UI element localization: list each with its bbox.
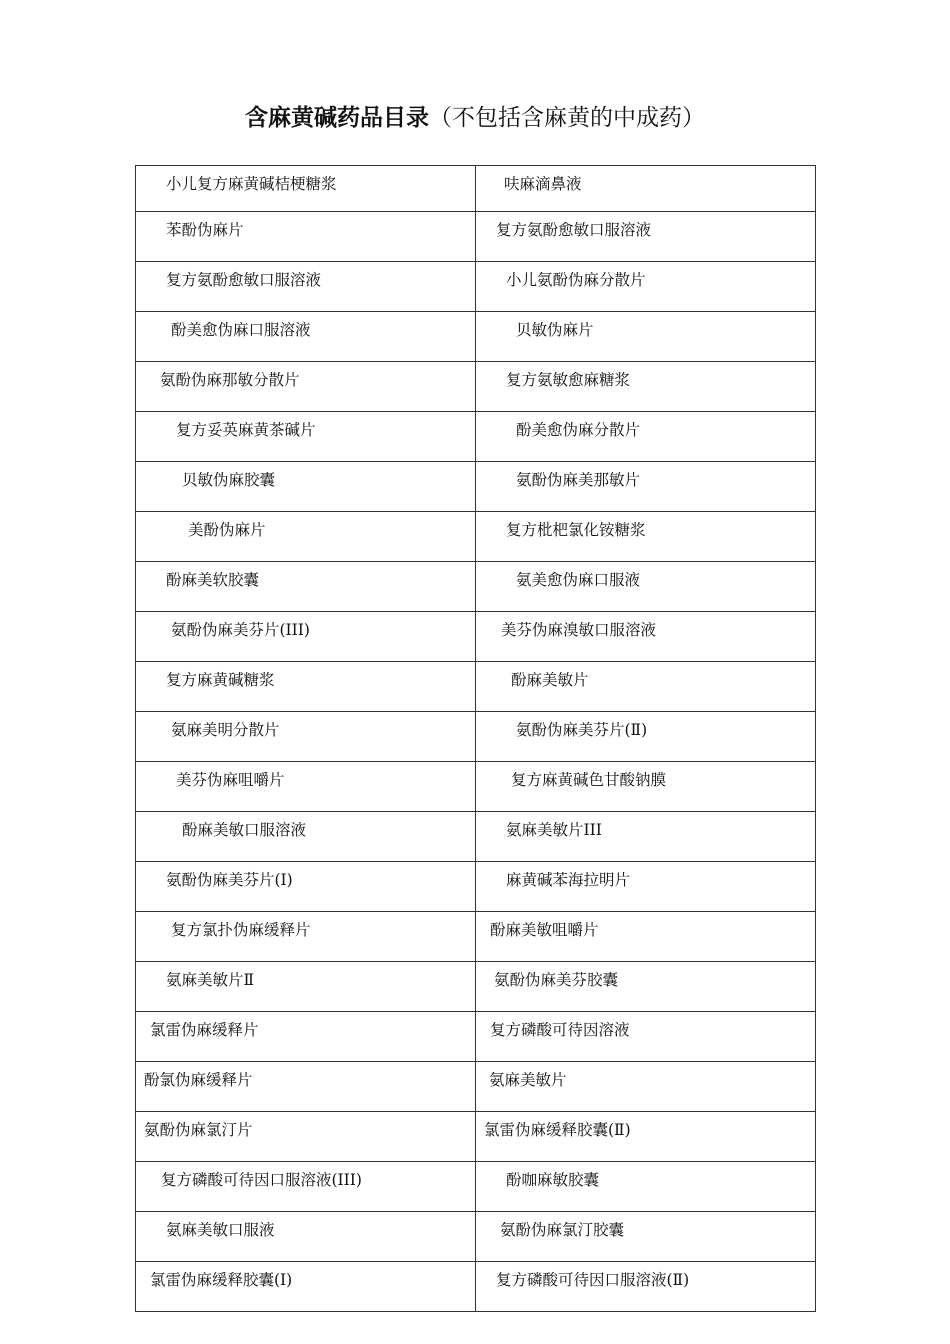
drug-name: 复方麻黄碱糖浆 [166,671,275,689]
table-row [136,412,816,462]
drug-name: 复方麻黄碱色甘酸钠膜 [511,771,667,789]
table-cell-right [476,712,816,762]
drug-name: 酚氯伪麻缓释片 [144,1071,253,1089]
table-cell-right [476,412,816,462]
table-cell-left [136,612,476,662]
drug-name: 呋麻滴鼻液 [504,175,582,193]
table-row [136,712,816,762]
table-cell-left [136,1062,476,1112]
table-row [136,312,816,362]
drug-name: 氨酚伪麻那敏分散片 [160,371,300,389]
table-cell-right [476,166,816,212]
table-row [136,512,816,562]
table-cell-right [476,1262,816,1312]
drug-name: 氨酚伪麻美芬片(III) [171,621,310,639]
table-cell-left [136,712,476,762]
drug-name: 复方氨酚愈敏口服溶液 [496,221,652,239]
table-cell-left [136,662,476,712]
drug-name: 氯雷伪麻缓释胶囊(Ⅱ) [484,1121,631,1139]
drug-name: 氯雷伪麻缓释胶囊(Ⅰ) [150,1271,293,1289]
table-row [136,362,816,412]
drug-name: 苯酚伪麻片 [166,221,244,239]
table-row [136,762,816,812]
table-cell-right [476,962,816,1012]
table-row [136,812,816,862]
table-cell-left [136,1012,476,1062]
table-cell-left [136,1262,476,1312]
drug-name: 复方妥英麻黄茶碱片 [176,421,316,439]
drug-name: 美芬伪麻溴敏口服溶液 [501,621,657,639]
drug-name: 复方氨酚愈敏口服溶液 [166,271,322,289]
table-cell-right [476,812,816,862]
table-cell-right [476,862,816,912]
table-cell-right [476,212,816,262]
drug-name: 小儿氨酚伪麻分散片 [506,271,646,289]
table-cell-right [476,762,816,812]
table-cell-right [476,312,816,362]
table-row [136,862,816,912]
drug-name: 酚麻美软胶囊 [166,571,260,589]
drug-name: 美芬伪麻咀嚼片 [176,771,285,789]
drug-name: 酚咖麻敏胶囊 [506,1171,600,1189]
table-cell-left [136,1162,476,1212]
drug-name: 氨麻美敏片III [506,821,602,839]
table-cell-left [136,262,476,312]
drug-name: 贝敏伪麻片 [516,321,594,339]
table-cell-right [476,1062,816,1112]
drug-name: 氨酚伪麻美那敏片 [516,471,641,489]
table-row [136,962,816,1012]
table-cell-left [136,912,476,962]
drug-name: 氨酚伪麻美芬片(Ⅱ) [516,721,648,739]
drug-name: 贝敏伪麻胶囊 [182,471,276,489]
table-row [136,212,816,262]
drug-name: 复方磷酸可待因口服溶液(Ⅱ) [496,1271,690,1289]
table-cell-right [476,662,816,712]
table-cell-right [476,1012,816,1062]
table-row [136,1212,816,1262]
drug-name: 氨麻美敏口服液 [166,1221,275,1239]
table-cell-right [476,912,816,962]
drug-name: 酚麻美敏口服溶液 [182,821,307,839]
table-cell-left [136,812,476,862]
drug-name: 氯雷伪麻缓释片 [150,1021,259,1039]
drug-name: 氨酚伪麻氯汀胶囊 [500,1221,625,1239]
drug-name: 美酚伪麻片 [188,521,266,539]
drug-name: 酚麻美敏咀嚼片 [490,921,599,939]
table-row [136,562,816,612]
drug-name: 复方氯扑伪麻缓释片 [171,921,311,939]
table-cell-left [136,862,476,912]
table-cell-right [476,512,816,562]
drug-name: 氨酚伪麻氯汀片 [144,1121,253,1139]
table-cell-left [136,762,476,812]
table-row [136,912,816,962]
title-subtitle: （不包括含麻黄的中成药） [429,105,705,131]
drug-name: 氨麻美敏片 [489,1071,567,1089]
table-cell-right [476,1212,816,1262]
table-row [136,1262,816,1312]
drug-name: 复方枇杷氯化铵糖浆 [506,521,646,539]
table-cell-right [476,362,816,412]
table-cell-left [136,512,476,562]
table-cell-left [136,362,476,412]
drug-name: 氨美愈伪麻口服液 [516,571,641,589]
table-cell-right [476,262,816,312]
table-row [136,462,816,512]
title-main: 含麻黄碱药品目录 [245,104,429,131]
table-row [136,1162,816,1212]
drug-name: 酚麻美敏片 [511,671,589,689]
table-cell-left [136,1212,476,1262]
table-row [136,1012,816,1062]
drug-name: 氨酚伪麻美芬胶囊 [494,971,619,989]
drug-name: 酚美愈伪麻分散片 [516,421,641,439]
drug-list-body [136,166,816,1312]
table-cell-right [476,1162,816,1212]
drug-name: 复方磷酸可待因口服溶液(III) [161,1171,362,1189]
table-cell-right [476,612,816,662]
page-title [0,102,950,134]
drug-list-table [135,165,816,1312]
table-cell-left [136,312,476,362]
drug-name: 复方磷酸可待因溶液 [490,1021,630,1039]
drug-name: 小儿复方麻黄碱桔梗糖浆 [166,175,337,193]
drug-name: 复方氨敏愈麻糖浆 [506,371,631,389]
table-cell-left [136,412,476,462]
drug-name: 酚美愈伪麻口服溶液 [171,321,311,339]
table-cell-right [476,462,816,512]
table-row [136,612,816,662]
drug-name: 氨酚伪麻美芬片(Ⅰ) [166,871,293,889]
drug-name: 氨麻美敏片Ⅱ [166,971,255,989]
table-row [136,166,816,212]
table-cell-left [136,1112,476,1162]
table-cell-left [136,562,476,612]
table-row [136,1062,816,1112]
table-cell-left [136,166,476,212]
table-cell-right [476,562,816,612]
table-cell-left [136,462,476,512]
table-cell-left [136,212,476,262]
table-row [136,1112,816,1162]
table-row [136,262,816,312]
table-row [136,662,816,712]
drug-name: 氨麻美明分散片 [171,721,280,739]
drug-name: 麻黄碱苯海拉明片 [506,871,631,889]
table-cell-left [136,962,476,1012]
table-cell-right [476,1112,816,1162]
